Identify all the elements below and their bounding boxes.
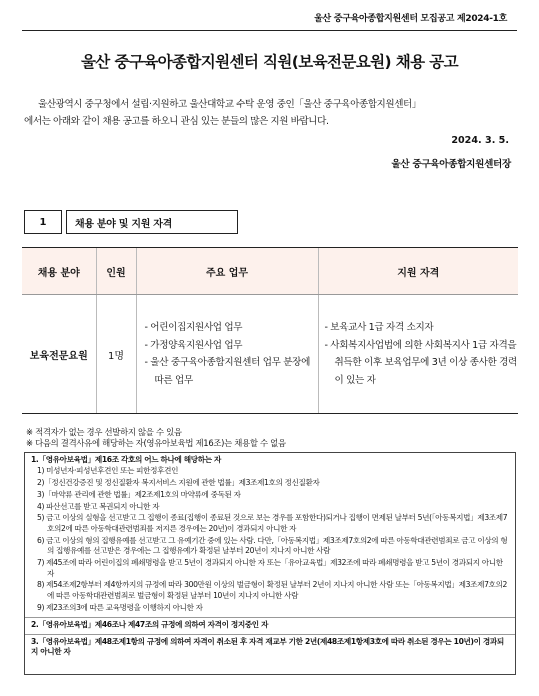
- disqualification-list: [31, 466, 509, 614]
- list-item: - 울산 중구육아종합지원센터 업무 분장에 따른 업무: [144, 357, 311, 386]
- note-disqualification: ※ 다음의 결격사유에 해당하는 자(영유아보육법 제16조)는 채용할 수 없음: [26, 438, 286, 448]
- disqualification-group-3: [25, 634, 515, 661]
- table-header-row: [22, 248, 518, 295]
- header-qualifications: 지원 자격: [318, 248, 518, 295]
- section-number: 1: [24, 210, 62, 234]
- disqualification-group-2: [25, 617, 515, 634]
- issuing-organization: 울산 중구육아종합지원센터장: [391, 159, 511, 170]
- intro-paragraph: [24, 96, 515, 130]
- cell-count: 1명: [96, 295, 136, 414]
- list-item: 1) 미성년자·피성년후견인 또는 피한정후견인: [37, 466, 179, 476]
- list-item: 2)「정신건강증진 및 정신질환자 복지서비스 지원에 관한 법률」제3조제1호의 정신질환자: [37, 477, 320, 487]
- disqualification-group-1: [25, 453, 515, 617]
- cell-field: 보육전문요원: [22, 295, 96, 414]
- disqualification-box: [24, 452, 516, 675]
- duty-list: [137, 319, 318, 389]
- intro-line-2: 에서는 아래와 같이 채용 공고를 하오니 관심 있는 분들의 많은 지원 바랍니다.: [24, 116, 329, 127]
- list-item: 3)「마약류 관리에 관한 법률」제2조제1호의 마약류에 중독된 자: [37, 489, 241, 499]
- notice-number: 울산 중구육아종합지원센터 모집공고 제2024-1호: [314, 14, 507, 24]
- list-item: - 보육교사 1급 자격 소지자: [324, 322, 434, 333]
- group-heading: 1.「영유아보육법」제16조 각호의 어느 하나에 해당하는 자: [31, 455, 221, 464]
- group-heading: 2.「영유아보육법」제46조나 제47조의 규정에 의하여 자격이 정지중인 자: [31, 620, 269, 629]
- announcement-date: 2024. 3. 5.: [451, 135, 509, 146]
- cell-qualifications: [318, 295, 518, 414]
- table-row: [22, 295, 518, 414]
- list-item: 9) 제23조의3에 따른 교육명령을 이행하지 아니한 자: [37, 602, 203, 612]
- list-item: - 가정양육지원사업 업무: [144, 339, 243, 351]
- intro-line-1: 울산광역시 중구청에서 설립·지원하고 울산대학교 수탁 운영 중인「울산 중구육아종합지원센터」: [38, 99, 421, 110]
- recruitment-table: [22, 247, 518, 414]
- header-divider: [22, 30, 517, 31]
- qualification-list: [319, 319, 519, 389]
- list-item: 7) 제45조에 따라 어린이집의 폐쇄명령을 받고 5년이 경과되지 아니한 자 또는「유아교육법」제32조에 따라 폐쇄명령을 받고 5년이 경과되지 아니한 자: [37, 558, 503, 578]
- header-duties: 주요 업무: [136, 248, 318, 295]
- header-count: 인원: [96, 248, 136, 295]
- list-item: 4) 파산선고를 받고 복권되지 아니한 자: [37, 501, 160, 511]
- list-item: - 사회복지사업법에 의한 사회복지사 1급 자격을 취득한 이후 보육업무에 3년 이상 종사한 경력이 있는 자: [324, 339, 517, 386]
- list-item: - 어린이집지원사업 업무: [144, 322, 243, 333]
- list-item: 8) 제54조제2항부터 제4항까지의 규정에 따라 300만원 이상의 벌금형이 확정된 날부터 2년이 지나지 아니한 사람 또는「아동복지법」제3조제7호의2에 따른 아동학대관련범죄로 벌금형이 확정된 날부터 10년이 지나지 아니한 사람: [37, 580, 507, 601]
- note-no-selection: ※ 적격자가 없는 경우 선발하지 않을 수 있음: [26, 427, 182, 437]
- list-item: 6) 금고 이상의 형의 집행유예를 선고받고 그 유예기간 중에 있는 사람. 다만,「아동복지법」제3조제7호의2에 따른 아동학대관련범죄로 금고 이상의 형의 집행유예를 선고받은 경우에는 그 집행유예가 확정된 날부터 20년이 지나지 아니한 사람: [37, 535, 508, 556]
- section-title: 채용 분야 및 지원 자격: [66, 210, 238, 234]
- group-heading: 3.「영유아보육법」제48조제1항의 규정에 의하여 자격이 취소된 후 자격 재교부 기한 2년(제48조제1항제3호에 따라 취소된 경우는 10년)이 경과되지 아니한 자: [31, 636, 504, 657]
- cell-duties: [136, 295, 318, 414]
- list-item: 5) 금고 이상의 실형을 선고받고 그 집행이 종료(집행이 종료된 것으로 보는 경우를 포함한다)되거나 집행이 면제된 날부터 5년(「아동복지법」제3조제7호의2에 따른 아동학대관련범죄를 저지른 경우에는 20년)이 경과되지 아니한 자: [37, 513, 508, 533]
- page-title: 울산 중구육아종합지원센터 직원(보육전문요원) 채용 공고: [80, 53, 459, 71]
- header-field: 채용 분야: [22, 248, 96, 295]
